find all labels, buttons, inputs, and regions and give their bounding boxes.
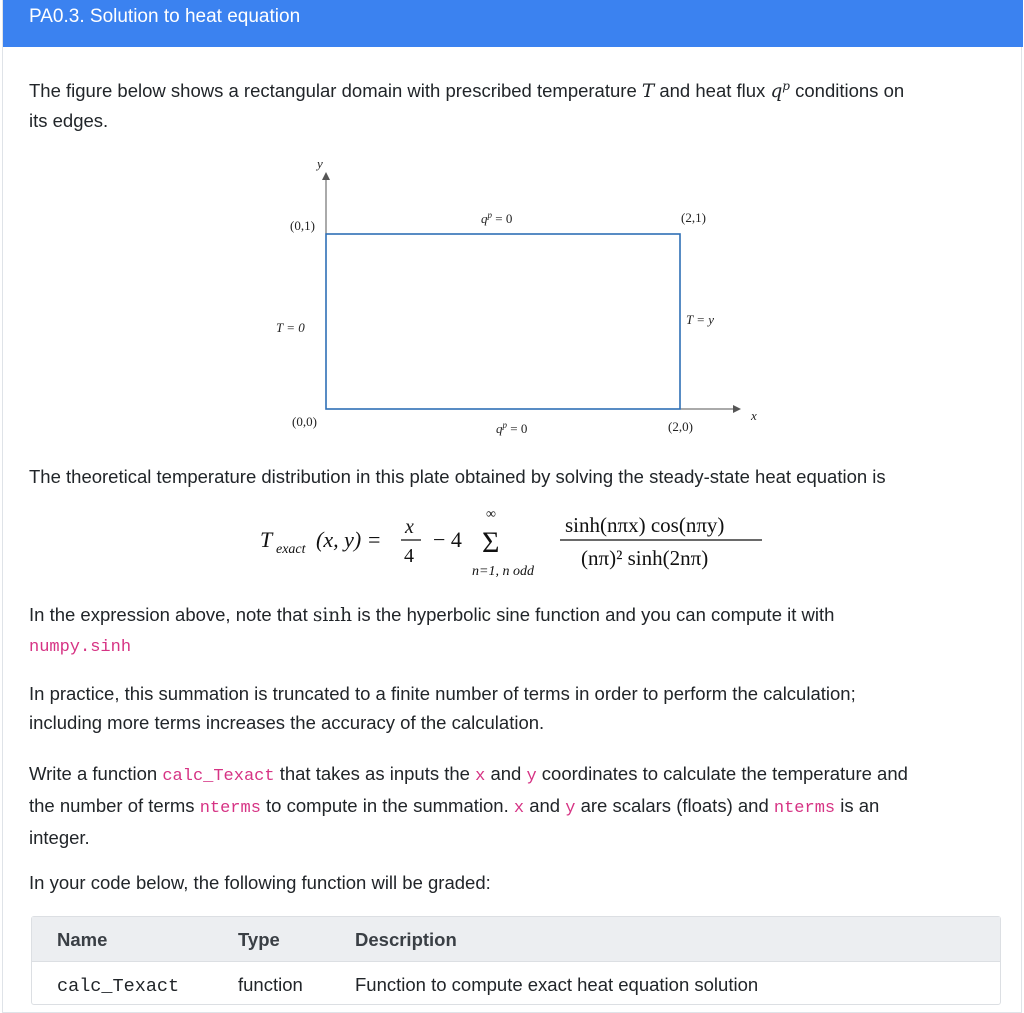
header-type: Type (238, 929, 280, 950)
question-header (3, 0, 1023, 47)
row-name: calc_Texact (57, 976, 180, 997)
eq-sum-upper: ∞ (486, 507, 496, 522)
math-q: q (770, 81, 783, 103)
eq-sum-lower: n=1, n odd (472, 564, 534, 579)
question-title: PA0.3. Solution to heat equation (29, 6, 301, 27)
code-y-2: y (565, 799, 576, 818)
math-T: T (641, 81, 655, 103)
y-axis-arrow-icon (322, 172, 330, 180)
left-boundary-label: T = 0 (276, 320, 305, 335)
right-boundary-label: T = y (686, 312, 715, 327)
domain-rectangle (326, 234, 680, 409)
graded-function-table (31, 916, 1001, 1005)
math-sinh: sinh (312, 605, 353, 626)
code-x: x (475, 767, 486, 786)
eq-sigma: Σ (482, 526, 500, 559)
note-paragraph: In the expression above, note that sinh is the hyperbolic sine function and you can compute it with numpy.sinh (29, 604, 835, 657)
code-y: y (526, 767, 537, 786)
eq-frac2-num: sinh(nπx) cos(nπy) (565, 513, 725, 537)
code-x-2: x (513, 799, 525, 818)
question-card (2, 0, 1022, 1013)
bottom-boundary-label: $q^p = 0$ (496, 420, 528, 436)
top-boundary-label: $q^p = 0$ (481, 210, 513, 226)
x-axis-label: x (751, 408, 757, 423)
domain-figure (243, 150, 783, 450)
table-header-row (32, 917, 1000, 962)
row-description: Function to compute exact heat equation solution (355, 974, 759, 995)
row-type: function (238, 974, 303, 995)
eq-frac2-den: (nπ)² sinh(2nπ) (581, 546, 709, 570)
corner-top-left: (0,1) (290, 218, 315, 233)
theory-paragraph: The theoretical temperature distribution in this plate obtained by solving the steady-state heat equation is (29, 466, 886, 487)
graded-paragraph: In your code below, the following function will be graded: (29, 872, 491, 893)
eq-frac1-den: 4 (404, 545, 414, 567)
code-calc-texact: calc_Texact (162, 767, 275, 786)
eq-frac1-num: x (405, 516, 414, 538)
practice-paragraph: In practice, this summation is truncated to a finite number of terms in order to perform the calculation; including more terms increases the accuracy of the calculation. (29, 683, 856, 733)
header-name: Name (57, 929, 108, 950)
y-axis-label: y (317, 156, 323, 171)
eq-subscript: exact (276, 542, 306, 557)
code-numpy-sinh: numpy.sinh (29, 638, 132, 657)
corner-bottom-left: (0,0) (292, 414, 317, 429)
instructions-paragraph: Write a function calc_Texact that takes as inputs the x and y coordinates to calculate the temperature and the number of terms nterms to compute in the summation. x and y are scalars (floats) and nterms is an integer. (29, 763, 908, 848)
intro-paragraph: The figure below shows a rectangular domain with prescribed temperature T and heat flux $q^p$ conditions on its edges. (29, 79, 905, 132)
x-axis-arrow-icon (733, 405, 741, 413)
code-nterms-2: nterms (773, 799, 836, 818)
corner-top-right: (2,1) (681, 210, 706, 225)
exact-solution-equation (258, 500, 778, 590)
corner-bottom-right: (2,0) (668, 419, 693, 434)
eq-minus4: − 4 (433, 527, 462, 552)
eq-args: (x, y) = (316, 527, 382, 552)
code-nterms: nterms (199, 799, 261, 818)
header-description: Description (355, 929, 457, 950)
eq-T: T (260, 527, 273, 552)
